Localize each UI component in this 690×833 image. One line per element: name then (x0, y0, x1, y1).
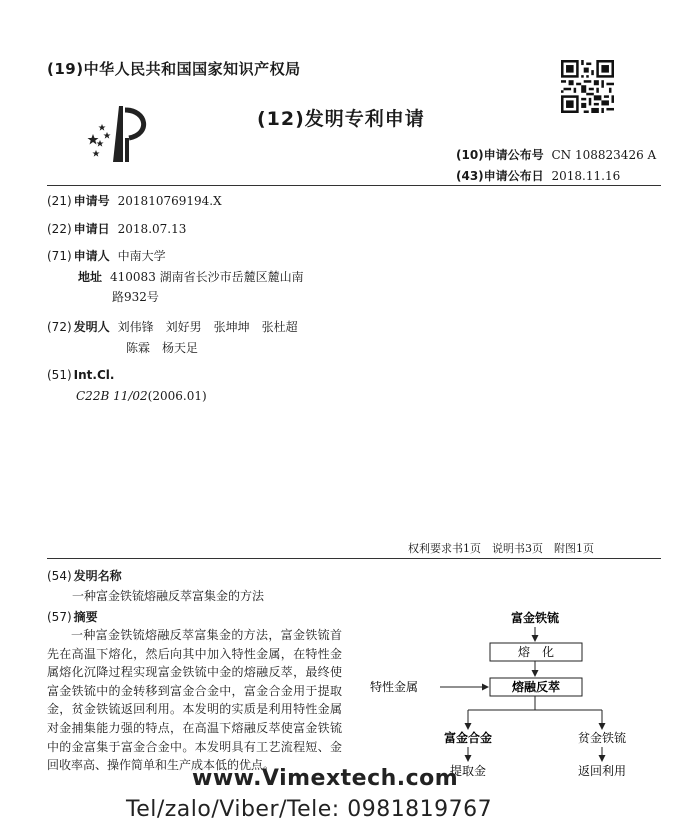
flow-reagent: 特性金属 (370, 680, 419, 694)
inventor-row (47, 318, 298, 335)
address-line-1: 410083 湖南省长沙市岳麓区麓山南 (110, 270, 304, 284)
field-label: 发明名称 (73, 569, 122, 583)
header-divider (47, 185, 661, 186)
field-label: 申请日 (73, 222, 110, 236)
flow-melt: 熔 化 (517, 645, 555, 659)
title-heading (47, 567, 130, 584)
int-cl-row (47, 368, 114, 382)
publication-number: CN 108823426 A (551, 148, 657, 162)
ipc-class: C22B 11/02 (76, 389, 148, 403)
field-code: (21) (47, 194, 72, 208)
process-flowchart (360, 605, 660, 785)
field-code: (54) (47, 569, 72, 583)
application-date: 2018.07.13 (117, 222, 187, 236)
field-label: 发明人 (73, 320, 110, 334)
field-label: 申请号 (73, 194, 110, 208)
flow-left-use: 提取金 (449, 764, 487, 778)
address-line-2: 路932号 (112, 290, 159, 304)
cnipa-emblem (85, 104, 160, 164)
flow-right-product: 贫金铁锍 (577, 731, 627, 745)
flow-right-use: 返回利用 (577, 764, 627, 778)
int-cl-value (76, 389, 207, 403)
address-row (76, 268, 304, 285)
field-code: (71) (47, 249, 72, 263)
field-code: (22) (47, 222, 72, 236)
page-counts: 权利要求书1页 说明书3页 附图1页 (408, 542, 594, 555)
invention-title: 一种富金铁锍熔融反萃富集金的方法 (72, 589, 265, 603)
field-label: 申请人 (73, 249, 110, 263)
watermark-contact: Tel/zalo/Viber/Tele: 0981819767 (126, 797, 493, 822)
field-code: (57) (47, 610, 72, 624)
application-number-row (47, 192, 222, 209)
ipc-version: (2006.01) (147, 389, 207, 403)
inventors-line-1: 刘伟锋 刘好男 张坤坤 张杜超 (117, 320, 298, 334)
publication-number-row (456, 146, 656, 163)
flow-left-product: 富金合金 (443, 731, 493, 745)
publication-number-label: (10)申请公布号 (456, 148, 544, 162)
qr-code (561, 60, 614, 113)
watermark-website: www.Vimextech.com (192, 766, 459, 791)
abstract-heading (47, 608, 106, 625)
abstract-text: 一种富金铁锍熔融反萃富集金的方法，富金铁锍首先在高温下熔化，然后向其中加入特性金属，在特性金属熔化沉降过程实现富金铁锍中金的熔融反萃，最终使富金铁锍中的金转移到富金合金中，富金合金用于提取金，贫金铁锍返回利用。本发明的实质是利用特性金属对金捕集能力强的特点，在高温下熔融反萃使富金铁锍中的金富集于富金合金中。本发明具有工艺流程短、金回收率高、操作简单和生产成本低的优点。 (47, 628, 342, 773)
publication-date-label: (43)申请公布日 (456, 169, 544, 183)
field-label: Int.Cl. (73, 368, 115, 382)
application-number: 201810769194.X (117, 194, 222, 208)
application-date-row (47, 220, 186, 237)
applicant-row (47, 247, 166, 264)
abstract-divider (47, 558, 661, 559)
publication-date-row (456, 167, 620, 184)
field-label: 摘要 (73, 610, 98, 624)
document-type: (12)发明专利申请 (257, 108, 425, 130)
field-label: 地址 (78, 270, 103, 284)
publication-date: 2018.11.16 (551, 169, 621, 183)
field-code: (51) (47, 368, 72, 382)
applicant-name: 中南大学 (117, 249, 166, 263)
inventors-line-2: 陈霖 杨天足 (126, 341, 199, 355)
office-name: (19)中华人民共和国国家知识产权局 (47, 60, 301, 78)
field-code: (72) (47, 320, 72, 334)
flow-top: 富金铁锍 (510, 611, 560, 625)
flow-reaction: 熔融反萃 (511, 680, 561, 694)
